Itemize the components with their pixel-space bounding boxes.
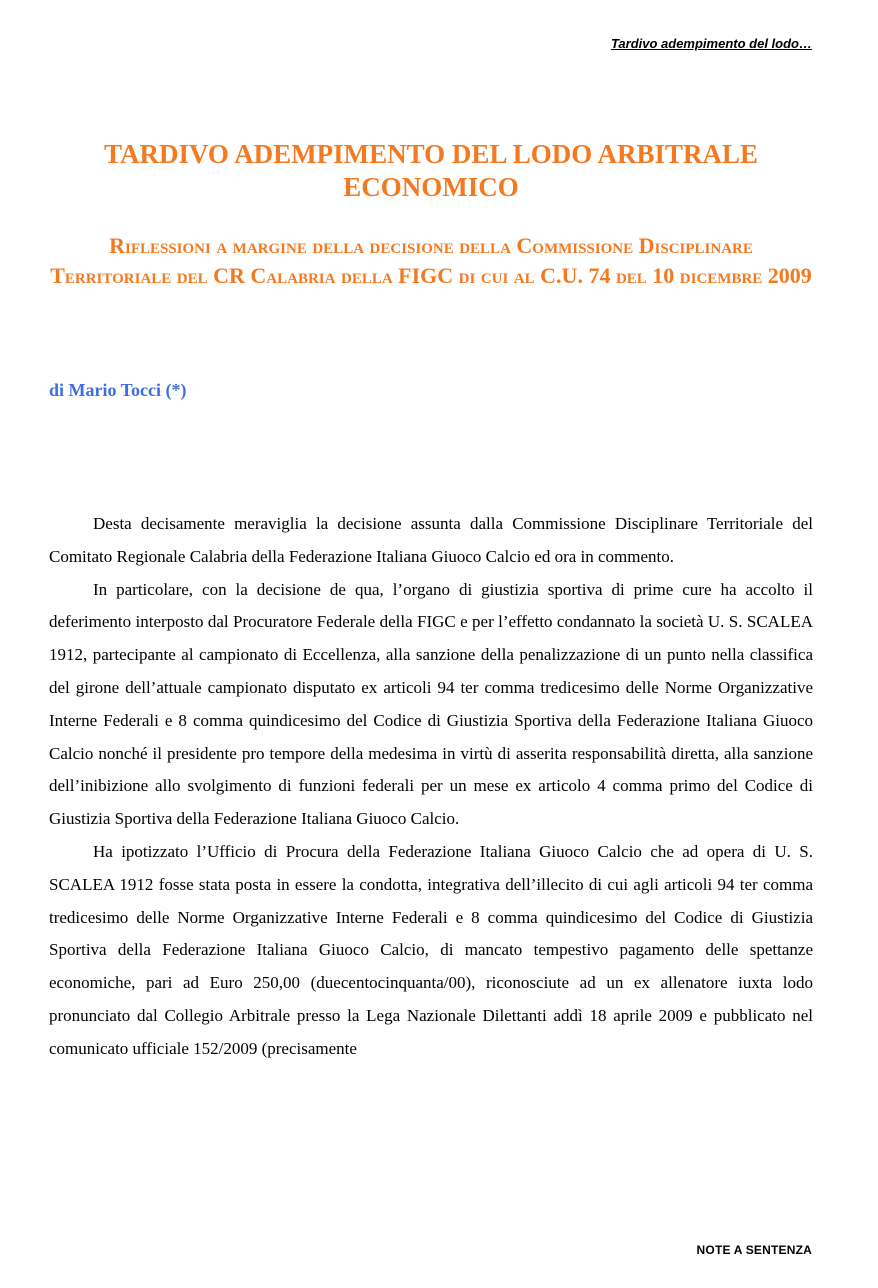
- author-line: di Mario Tocci (*): [49, 380, 187, 400]
- document-subtitle: Riflessioni a margine della decisione della Commissione Disciplinare Territoriale del CR Calabria della FIGC di cui al C.U. 74 del 10 dicembre 2009: [50, 233, 812, 288]
- paragraph: In particolare, con la decisione de qua, l’organo di giustizia sportiva di prime cure ha accolto il deferimento interposto dal Procuratore Federale della FIGC e per l’effetto condannato la società U. S. SCALEA 1912, partecipante al campionato di Eccellenza, alla sanzione della penalizzazione di un punto nella classifica del girone dell’attuale campionato disputato ex articoli 94 ter comma tredicesimo delle Norme Organizzative Interne Federali e 8 comma quindicesimo del Codice di Giustizia Sportiva della Federazione Italiana Giuoco Calcio nonché il presidente pro tempore della medesima in virtù di asserita responsabilità diretta, alla sanzione dell’inibizione allo svolgimento di funzioni federali per un mese ex articolo 4 comma primo del Codice di Giustizia Sportiva della Federazione Italiana Giuoco Calcio.: [49, 579, 813, 829]
- footer-section-label: NOTE A SENTENZA: [696, 1243, 812, 1257]
- body-text: [49, 508, 813, 1066]
- paragraph: Ha ipotizzato l’Ufficio di Procura della Federazione Italiana Giuoco Calcio che ad opera di U. S. SCALEA 1912 fosse stata posta in essere la condotta, integrativa dell’illecito di cui agli articoli 94 ter comma tredicesimo delle Norme Organizzative Interne Federali e 8 comma quindicesimo del Codice di Giustizia Sportiva della Federazione Italiana Giuoco Calcio, di mancato tempestivo pagamento delle spettanze economiche, pari ad Euro 250,00 (duecentocinquanta/00), riconosciute ad un ex allenatore iuxta lodo pronunciato dal Collegio Arbitrale presso la Lega Nazionale Dilettanti addì 18 aprile 2009 e pubblicato nel comunicato ufficiale 152/2009 (precisamente: [49, 841, 813, 1058]
- paragraph: Desta decisamente meraviglia la decisione assunta dalla Commissione Disciplinare Territoriale del Comitato Regionale Calabria della Federazione Italiana Giuoco Calcio ed ora in commento.: [49, 514, 813, 566]
- running-header: Tardivo adempimento del lodo…: [610, 36, 812, 51]
- document-title: TARDIVO ADEMPIMENTO DEL LODO ARBITRALE ECONOMICO: [103, 139, 759, 202]
